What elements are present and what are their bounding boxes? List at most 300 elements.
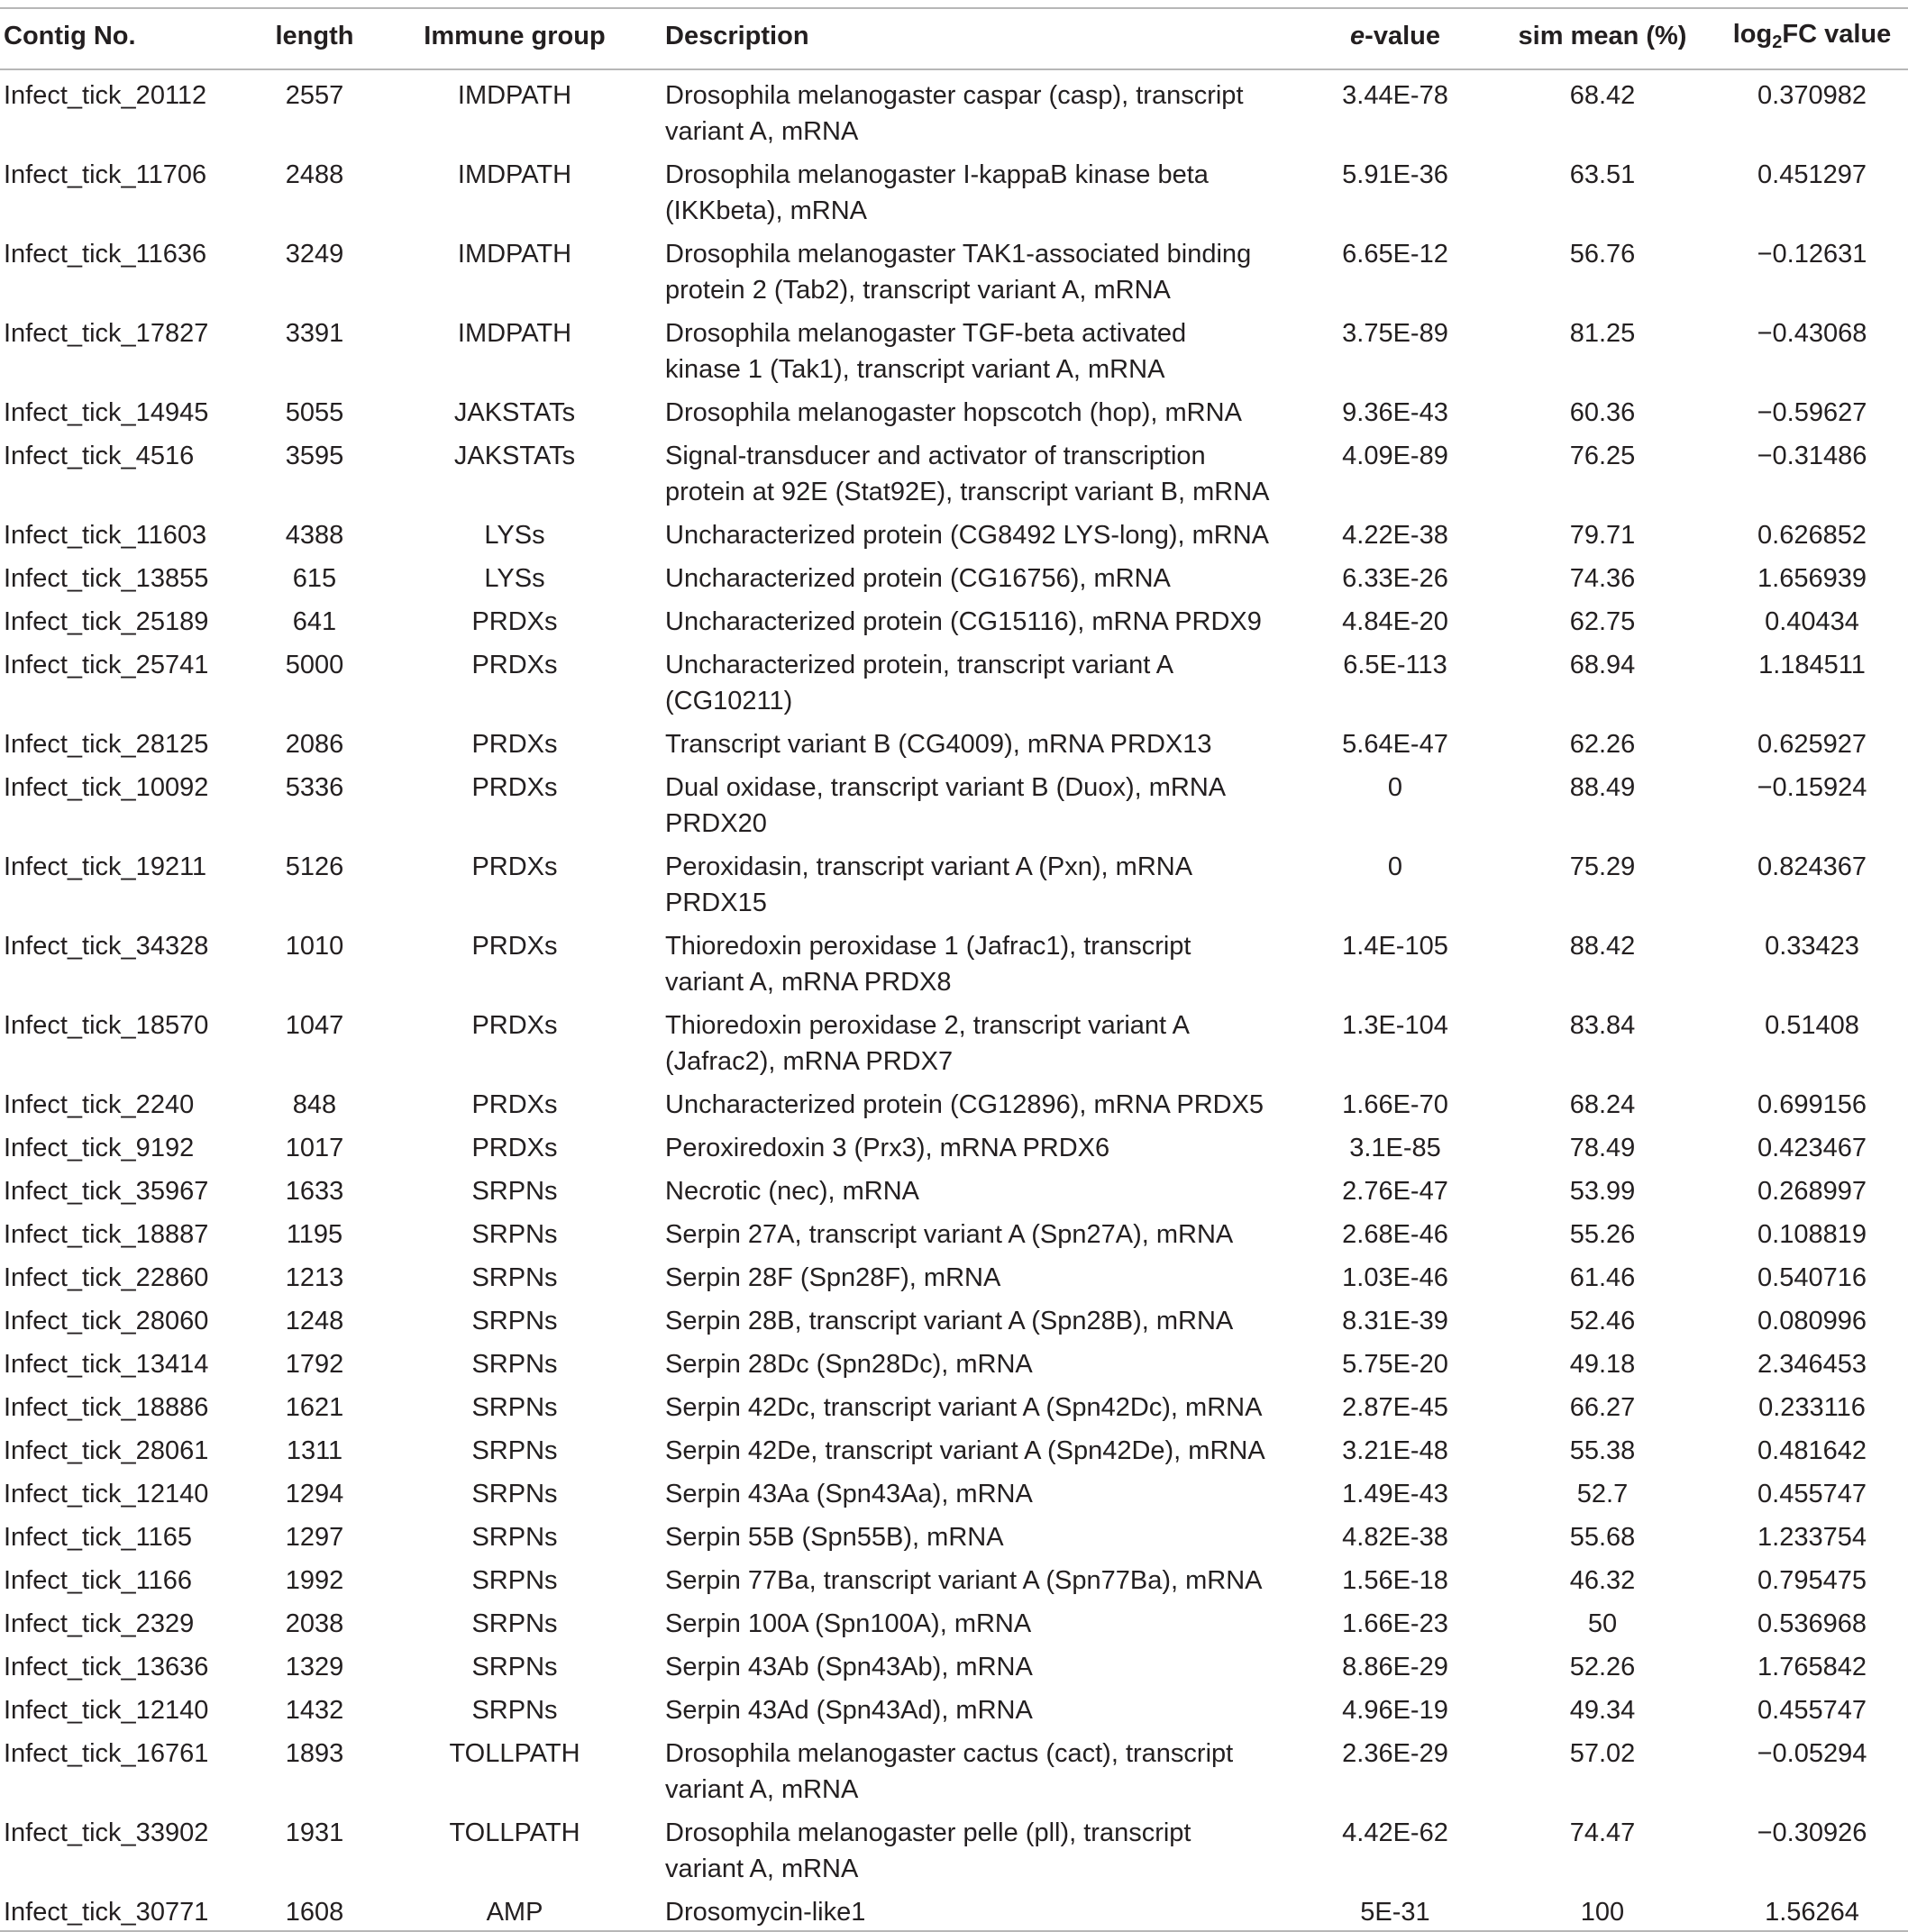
cell-log2fc: 1.656939 <box>1757 564 1867 593</box>
description-line: protein at 92E (Stat92E), transcript variant B, mRNA <box>665 478 1270 506</box>
cell-log2fc: 2.346453 <box>1757 1350 1867 1379</box>
cell-immune-group: IMDPATH <box>457 81 572 110</box>
cell-description <box>662 69 1301 150</box>
cell-description <box>662 1000 1301 1080</box>
cell-length: 1294 <box>285 1480 344 1508</box>
cell-sim-mean: 56.76 <box>1569 240 1636 269</box>
cell-log2fc: 0.268997 <box>1757 1177 1867 1206</box>
cell-immune-group: PRDXs <box>471 852 558 881</box>
cell-immune-group: IMDPATH <box>457 240 572 269</box>
description-line: variant A, mRNA <box>665 1775 859 1804</box>
header-evalue-rest: -value <box>1365 21 1440 50</box>
cell-log2fc: −0.43068 <box>1757 319 1867 348</box>
table-body <box>0 69 1908 1931</box>
cell-description <box>662 1808 1301 1887</box>
description-line: Serpin 55B (Spn55B), mRNA <box>665 1523 1004 1552</box>
cell-evalue: 2.76E-47 <box>1342 1177 1448 1206</box>
cell-description <box>662 1642 1301 1685</box>
cell-sim-mean: 55.68 <box>1569 1523 1636 1552</box>
cell-evalue: 1.66E-70 <box>1342 1090 1448 1119</box>
cell-length: 2038 <box>285 1609 344 1638</box>
header-evalue <box>1301 8 1489 69</box>
cell-evalue: 8.31E-39 <box>1342 1307 1448 1335</box>
cell-description <box>662 1123 1301 1166</box>
cell-contig: Infect_tick_30771 <box>0 1887 261 1931</box>
description-line: PRDX15 <box>665 889 767 917</box>
cell-log2fc: 0.795475 <box>1757 1566 1867 1595</box>
table-row <box>0 1426 1908 1469</box>
cell-description <box>662 1426 1301 1469</box>
cell-immune-group: PRDXs <box>471 1011 558 1040</box>
cell-contig: Infect_tick_11636 <box>4 240 207 269</box>
cell-sim-mean: 75.29 <box>1569 852 1636 881</box>
table-row <box>0 1887 1908 1931</box>
table-row <box>0 308 1908 387</box>
cell-log2fc: 1.765842 <box>1757 1653 1867 1681</box>
description-line: protein 2 (Tab2), transcript variant A, mRNA <box>665 276 1171 305</box>
cell-immune-group: PRDXs <box>471 932 558 961</box>
cell-length: 1893 <box>285 1739 344 1768</box>
cell-description <box>662 1887 1301 1931</box>
cell-length: 1047 <box>285 1011 344 1040</box>
cell-evalue: 8.86E-29 <box>1342 1653 1448 1681</box>
cell-length: 1329 <box>285 1653 344 1681</box>
table-row <box>0 387 1908 431</box>
cell-description <box>662 1166 1301 1209</box>
cell-sim-mean: 53.99 <box>1569 1177 1636 1206</box>
table-row <box>0 1808 1908 1887</box>
cell-log2fc: 0.699156 <box>1757 1090 1867 1119</box>
cell-immune-group: JAKSTATs <box>453 442 576 470</box>
cell-immune-group: IMDPATH <box>457 319 572 348</box>
cell-sim-mean: 76.25 <box>1569 442 1636 470</box>
cell-description <box>662 1382 1301 1426</box>
cell-log2fc: 0.455747 <box>1757 1696 1867 1725</box>
description-line: (CG10211) <box>665 687 793 715</box>
cell-length: 1311 <box>286 1436 343 1465</box>
cell-immune-group: SRPNs <box>471 1393 558 1422</box>
cell-length: 1297 <box>285 1523 344 1552</box>
header-log2fc <box>1716 8 1908 69</box>
cell-immune-group: PRDXs <box>471 1134 558 1162</box>
header-sim-mean: sim mean (%) <box>1489 8 1716 69</box>
description-line: Serpin 100A (Spn100A), mRNA <box>665 1609 1032 1638</box>
table-row <box>0 640 1908 719</box>
description-line: Drosophila melanogaster pelle (pll), transcript <box>665 1818 1191 1847</box>
cell-length: 5055 <box>285 398 344 427</box>
cell-length: 4388 <box>285 521 344 550</box>
cell-contig: Infect_tick_1165 <box>4 1523 193 1552</box>
cell-contig: Infect_tick_17827 <box>4 319 209 348</box>
cell-evalue: 5E-31 <box>1301 1887 1489 1931</box>
cell-description <box>662 1555 1301 1599</box>
cell-evalue: 2.36E-29 <box>1342 1739 1448 1768</box>
cell-log2fc: 0.625927 <box>1757 730 1867 759</box>
cell-evalue: 2.68E-46 <box>1342 1220 1448 1249</box>
cell-contig: Infect_tick_25189 <box>4 607 209 636</box>
description-line: Serpin 77Ba, transcript variant A (Spn77Ba), mRNA <box>665 1566 1263 1595</box>
description-line: Uncharacterized protein (CG8492 LYS-long), mRNA <box>665 521 1269 550</box>
cell-evalue: 4.96E-19 <box>1342 1696 1448 1725</box>
table-row <box>0 1512 1908 1555</box>
description-line: Drosophila melanogaster I-kappaB kinase beta <box>665 160 1209 189</box>
cell-description <box>662 1339 1301 1382</box>
cell-sim-mean: 68.42 <box>1569 81 1636 110</box>
cell-immune-group: SRPNs <box>471 1609 558 1638</box>
description-line: Drosophila melanogaster caspar (casp), transcript <box>665 81 1244 110</box>
cell-log2fc: 0.108819 <box>1757 1220 1867 1249</box>
header-log2fc-prefix: log <box>1732 19 1773 49</box>
cell-contig: Infect_tick_18886 <box>4 1393 209 1422</box>
cell-immune-group: SRPNs <box>471 1350 558 1379</box>
table-row <box>0 431 1908 510</box>
table-row <box>0 921 1908 1000</box>
cell-contig: Infect_tick_12140 <box>4 1480 209 1508</box>
cell-immune-group: PRDXs <box>471 773 558 802</box>
table-row <box>0 150 1908 229</box>
cell-description <box>662 1512 1301 1555</box>
cell-contig: Infect_tick_18887 <box>4 1220 209 1249</box>
cell-contig: Infect_tick_14945 <box>4 398 209 427</box>
table-row <box>0 1642 1908 1685</box>
table-row <box>0 1253 1908 1296</box>
description-line: Drosophila melanogaster hopscotch (hop), mRNA <box>665 398 1242 427</box>
cell-evalue: 3.75E-89 <box>1342 319 1448 348</box>
description-line: Necrotic (nec), mRNA <box>665 1177 919 1206</box>
description-line: Peroxidasin, transcript variant A (Pxn), mRNA <box>665 852 1193 881</box>
table-row <box>0 842 1908 921</box>
cell-length: 3595 <box>285 442 344 470</box>
cell-immune-group: SRPNs <box>471 1307 558 1335</box>
cell-immune-group: SRPNs <box>471 1566 558 1595</box>
cell-length: 5126 <box>285 852 344 881</box>
cell-log2fc: 1.233754 <box>1757 1523 1867 1552</box>
description-line: Serpin 28Dc (Spn28Dc), mRNA <box>665 1350 1033 1379</box>
cell-evalue: 5.91E-36 <box>1342 160 1448 189</box>
description-line: Drosophila melanogaster TGF-beta activated <box>665 319 1187 348</box>
cell-evalue: 4.09E-89 <box>1342 442 1448 470</box>
cell-description <box>662 510 1301 553</box>
cell-evalue: 0 <box>1387 852 1403 881</box>
cell-sim-mean: 83.84 <box>1569 1011 1636 1040</box>
header-log2fc-sub: 2 <box>1772 32 1783 52</box>
table-row <box>0 1080 1908 1123</box>
cell-description <box>662 1209 1301 1253</box>
cell-contig: Infect_tick_13855 <box>4 564 209 593</box>
description-line: PRDX20 <box>665 809 767 838</box>
description-line: Dual oxidase, transcript variant B (Duox), mRNA <box>665 773 1227 802</box>
cell-evalue: 3.1E-85 <box>1349 1134 1441 1162</box>
cell-contig: Infect_tick_4516 <box>4 442 195 470</box>
table-row <box>0 553 1908 597</box>
description-line: Drosophila melanogaster TAK1-associated binding <box>665 240 1252 269</box>
cell-length: 1213 <box>285 1263 344 1292</box>
cell-contig: Infect_tick_1166 <box>4 1566 193 1595</box>
table-row <box>0 1599 1908 1642</box>
description-line: Serpin 43Ad (Spn43Ad), mRNA <box>665 1696 1033 1725</box>
cell-sim-mean: 46.32 <box>1569 1566 1636 1595</box>
cell-log2fc: 1.184511 <box>1758 651 1866 679</box>
cell-sim-mean: 52.26 <box>1569 1653 1636 1681</box>
cell-description <box>662 1253 1301 1296</box>
cell-contig: Infect_tick_33902 <box>4 1818 209 1847</box>
cell-description <box>662 431 1301 510</box>
cell-log2fc: 0.455747 <box>1757 1480 1867 1508</box>
cell-evalue: 2.87E-45 <box>1342 1393 1448 1422</box>
header-contig: Contig No. <box>0 8 261 69</box>
cell-immune-group: SRPNs <box>471 1263 558 1292</box>
cell-sim-mean: 66.27 <box>1569 1393 1636 1422</box>
cell-immune-group: PRDXs <box>471 1090 558 1119</box>
cell-description <box>662 1080 1301 1123</box>
cell-immune-group: IMDPATH <box>457 160 572 189</box>
cell-length: 1017 <box>285 1134 344 1162</box>
cell-immune-group: LYSs <box>484 564 545 593</box>
cell-immune-group: TOLLPATH <box>449 1739 580 1768</box>
cell-log2fc: 0.536968 <box>1757 1609 1867 1638</box>
table-row <box>0 597 1908 640</box>
cell-evalue: 6.5E-113 <box>1343 651 1447 679</box>
cell-contig: Infect_tick_34328 <box>4 932 209 961</box>
cell-length: 3391 <box>285 319 344 348</box>
cell-length: 5000 <box>285 651 344 679</box>
table-row <box>0 762 1908 842</box>
cell-immune-group: PRDXs <box>471 607 558 636</box>
cell-log2fc: 0.233116 <box>1758 1393 1866 1422</box>
description-line: Serpin 43Ab (Spn43Ab), mRNA <box>665 1653 1033 1681</box>
cell-log2fc: 0.33423 <box>1765 932 1859 961</box>
cell-immune-group: PRDXs <box>471 730 558 759</box>
cell-sim-mean: 81.25 <box>1569 319 1636 348</box>
cell-sim-mean: 61.46 <box>1569 1263 1636 1292</box>
cell-log2fc: 1.56264 <box>1716 1887 1908 1931</box>
cell-description <box>662 921 1301 1000</box>
cell-length: 1992 <box>285 1566 344 1595</box>
cell-evalue: 4.42E-62 <box>1342 1818 1448 1847</box>
description-line: kinase 1 (Tak1), transcript variant A, mRNA <box>665 355 1165 384</box>
cell-length: 1931 <box>285 1818 344 1847</box>
cell-contig: Infect_tick_22860 <box>4 1263 209 1292</box>
cell-log2fc: 0.51408 <box>1765 1011 1859 1040</box>
cell-description <box>662 1685 1301 1728</box>
cell-log2fc: 0.481642 <box>1757 1436 1867 1465</box>
cell-immune-group: AMP <box>368 1887 662 1931</box>
cell-sim-mean: 68.94 <box>1569 651 1636 679</box>
cell-log2fc: 0.540716 <box>1757 1263 1867 1292</box>
cell-description <box>662 150 1301 229</box>
description-line: Drosomycin-like1 <box>665 1898 866 1927</box>
cell-length: 1621 <box>285 1393 344 1422</box>
cell-sim-mean: 55.38 <box>1569 1436 1636 1465</box>
header-description: Description <box>662 8 1301 69</box>
cell-evalue: 1.4E-105 <box>1342 932 1448 961</box>
cell-log2fc: −0.05294 <box>1757 1739 1867 1768</box>
cell-evalue: 4.22E-38 <box>1342 521 1448 550</box>
cell-contig: Infect_tick_2240 <box>4 1090 195 1119</box>
cell-sim-mean: 79.71 <box>1569 521 1636 550</box>
cell-evalue: 6.65E-12 <box>1342 240 1448 269</box>
table-row <box>0 229 1908 308</box>
cell-immune-group: SRPNs <box>471 1653 558 1681</box>
cell-evalue: 5.75E-20 <box>1342 1350 1448 1379</box>
cell-description <box>662 597 1301 640</box>
cell-evalue: 1.03E-46 <box>1342 1263 1448 1292</box>
cell-evalue: 3.44E-78 <box>1342 81 1448 110</box>
cell-immune-group: SRPNs <box>471 1436 558 1465</box>
cell-evalue: 1.66E-23 <box>1342 1609 1448 1638</box>
description-line: Serpin 28B, transcript variant A (Spn28B), mRNA <box>665 1307 1234 1335</box>
cell-evalue: 4.82E-38 <box>1342 1523 1448 1552</box>
cell-sim-mean: 88.42 <box>1569 932 1636 961</box>
description-line: (Jafrac2), mRNA PRDX7 <box>665 1047 954 1076</box>
cell-description <box>662 842 1301 921</box>
table-row <box>0 1382 1908 1426</box>
cell-log2fc: −0.31486 <box>1757 442 1867 470</box>
cell-description <box>662 719 1301 762</box>
table-row <box>0 1339 1908 1382</box>
cell-description <box>662 1599 1301 1642</box>
cell-evalue: 9.36E-43 <box>1342 398 1448 427</box>
cell-evalue: 0 <box>1387 773 1403 802</box>
cell-evalue: 1.49E-43 <box>1342 1480 1448 1508</box>
cell-description <box>662 1469 1301 1512</box>
cell-length: 1633 <box>285 1177 344 1206</box>
cell-length: 2557 <box>285 81 344 110</box>
cell-sim-mean: 62.75 <box>1569 607 1636 636</box>
cell-length: 1010 <box>285 932 344 961</box>
cell-length: 2086 <box>285 730 344 759</box>
cell-length: 641 <box>292 607 337 636</box>
cell-length: 1248 <box>285 1307 344 1335</box>
description-line: variant A, mRNA PRDX8 <box>665 968 952 997</box>
description-line: Serpin 27A, transcript variant A (Spn27A), mRNA <box>665 1220 1234 1249</box>
description-line: Thioredoxin peroxidase 1 (Jafrac1), transcript <box>665 932 1191 961</box>
cell-immune-group: SRPNs <box>471 1220 558 1249</box>
table-row <box>0 1123 1908 1166</box>
cell-sim-mean: 52.7 <box>1576 1480 1629 1508</box>
table-row <box>0 1166 1908 1209</box>
cell-evalue: 6.33E-26 <box>1342 564 1448 593</box>
cell-sim-mean: 52.46 <box>1569 1307 1636 1335</box>
description-line: variant A, mRNA <box>665 1855 859 1883</box>
cell-sim-mean: 100 <box>1489 1887 1716 1931</box>
cell-sim-mean: 74.47 <box>1569 1818 1636 1847</box>
description-line: Drosophila melanogaster cactus (cact), transcript <box>665 1739 1234 1768</box>
description-line: Uncharacterized protein (CG16756), mRNA <box>665 564 1171 593</box>
cell-contig: Infect_tick_10092 <box>4 773 209 802</box>
description-line: Thioredoxin peroxidase 2, transcript variant A <box>665 1011 1190 1040</box>
cell-length: 615 <box>292 564 337 593</box>
cell-log2fc: 0.423467 <box>1757 1134 1867 1162</box>
description-line: Peroxiredoxin 3 (Prx3), mRNA PRDX6 <box>665 1134 1110 1162</box>
cell-contig: Infect_tick_18570 <box>4 1011 209 1040</box>
cell-log2fc: 0.080996 <box>1757 1307 1867 1335</box>
cell-length: 3249 <box>285 240 344 269</box>
header-immune-group: Immune group <box>368 8 662 69</box>
cell-sim-mean: 57.02 <box>1569 1739 1636 1768</box>
cell-immune-group: SRPNs <box>471 1177 558 1206</box>
cell-contig: Infect_tick_28061 <box>4 1436 209 1465</box>
description-line: Serpin 42Dc, transcript variant A (Spn42Dc), mRNA <box>665 1393 1263 1422</box>
cell-immune-group: PRDXs <box>471 651 558 679</box>
cell-immune-group: SRPNs <box>471 1480 558 1508</box>
table-row <box>0 1728 1908 1808</box>
cell-description <box>662 762 1301 842</box>
cell-sim-mean: 68.24 <box>1569 1090 1636 1119</box>
cell-sim-mean: 50 <box>1587 1609 1618 1638</box>
cell-contig: Infect_tick_11706 <box>4 160 207 189</box>
header-evalue-italic: e <box>1350 21 1365 50</box>
description-line: Transcript variant B (CG4009), mRNA PRDX13 <box>665 730 1212 759</box>
cell-description <box>662 308 1301 387</box>
immune-genes-table <box>0 7 1908 1932</box>
cell-description <box>662 553 1301 597</box>
description-line: Serpin 28F (Spn28F), mRNA <box>665 1263 1001 1292</box>
cell-sim-mean: 55.26 <box>1569 1220 1636 1249</box>
table-row <box>0 1209 1908 1253</box>
cell-log2fc: −0.12631 <box>1757 240 1867 269</box>
cell-log2fc: 0.40434 <box>1765 607 1859 636</box>
table-row <box>0 1555 1908 1599</box>
cell-contig: Infect_tick_2329 <box>4 1609 195 1638</box>
cell-immune-group: LYSs <box>484 521 545 550</box>
cell-length: 5336 <box>285 773 344 802</box>
cell-sim-mean: 49.34 <box>1569 1696 1636 1725</box>
description-line: (IKKbeta), mRNA <box>665 196 867 225</box>
cell-length: 1792 <box>285 1350 344 1379</box>
description-line: variant A, mRNA <box>665 117 859 146</box>
table-row <box>0 1469 1908 1512</box>
cell-log2fc: 0.824367 <box>1757 852 1867 881</box>
header-length: length <box>261 8 368 69</box>
cell-log2fc: −0.15924 <box>1757 773 1867 802</box>
cell-log2fc: 0.626852 <box>1757 521 1867 550</box>
cell-length: 1608 <box>261 1887 368 1931</box>
cell-contig: Infect_tick_19211 <box>4 852 207 881</box>
cell-contig: Infect_tick_25741 <box>4 651 209 679</box>
table-row <box>0 69 1908 150</box>
cell-contig: Infect_tick_16761 <box>4 1739 209 1768</box>
cell-length: 848 <box>292 1090 337 1119</box>
cell-contig: Infect_tick_35967 <box>4 1177 209 1206</box>
table-row <box>0 510 1908 553</box>
table-row <box>0 1296 1908 1339</box>
cell-sim-mean: 63.51 <box>1569 160 1636 189</box>
cell-log2fc: 0.451297 <box>1757 160 1867 189</box>
cell-immune-group: TOLLPATH <box>449 1818 580 1847</box>
cell-contig: Infect_tick_12140 <box>4 1696 209 1725</box>
cell-sim-mean: 60.36 <box>1569 398 1636 427</box>
cell-log2fc: 0.370982 <box>1757 81 1867 110</box>
cell-contig: Infect_tick_28060 <box>4 1307 209 1335</box>
cell-description <box>662 1728 1301 1808</box>
description-line: Uncharacterized protein, transcript variant A <box>665 651 1174 679</box>
cell-log2fc: −0.30926 <box>1757 1818 1867 1847</box>
cell-evalue: 5.64E-47 <box>1342 730 1448 759</box>
cell-length: 1195 <box>286 1220 343 1249</box>
cell-evalue: 4.84E-20 <box>1342 607 1448 636</box>
cell-description <box>662 1296 1301 1339</box>
cell-evalue: 3.21E-48 <box>1342 1436 1448 1465</box>
cell-contig: Infect_tick_20112 <box>4 81 207 110</box>
table-row <box>0 1685 1908 1728</box>
cell-length: 1432 <box>285 1696 344 1725</box>
cell-contig: Infect_tick_13414 <box>4 1350 209 1379</box>
description-line: Serpin 43Aa (Spn43Aa), mRNA <box>665 1480 1033 1508</box>
description-line: Serpin 42De, transcript variant A (Spn42De), mRNA <box>665 1436 1265 1465</box>
cell-contig: Infect_tick_11603 <box>4 521 207 550</box>
cell-sim-mean: 49.18 <box>1569 1350 1636 1379</box>
